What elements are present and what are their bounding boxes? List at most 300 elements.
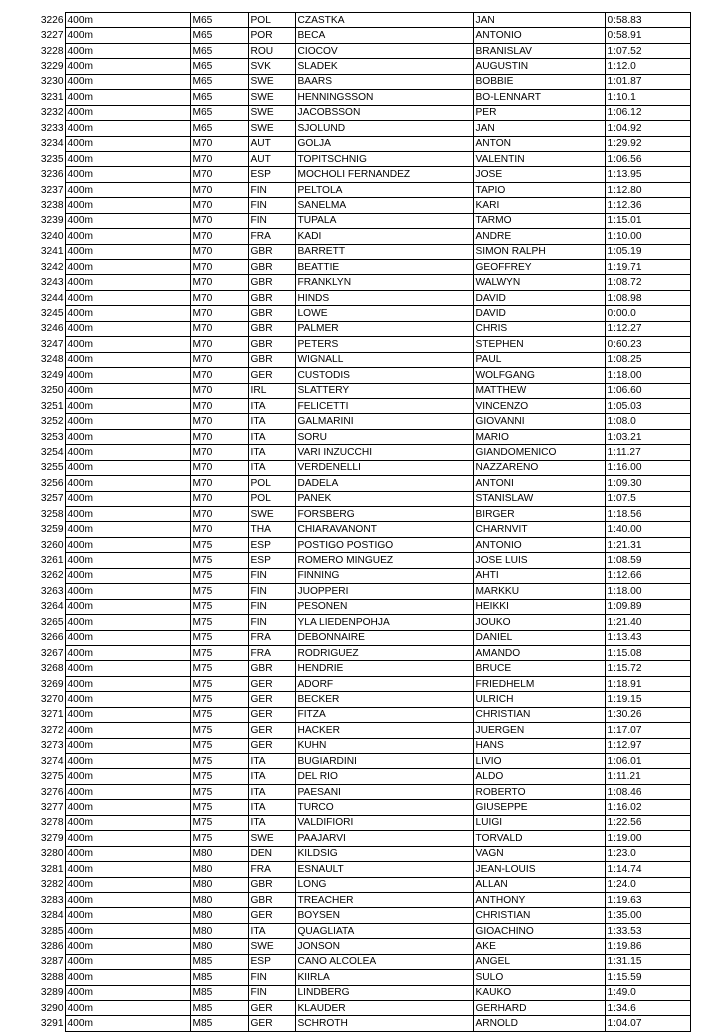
age-group-cell: M70 (190, 476, 248, 491)
time-cell: 1:08.46 (605, 784, 690, 799)
country-cell: GBR (248, 661, 295, 676)
first-name-cell: GIOACHINO (473, 923, 605, 938)
country-cell: AUT (248, 136, 295, 151)
surname-cell: SJOLUND (295, 121, 473, 136)
first-name-cell: PER (473, 105, 605, 120)
first-name-cell: AHTI (473, 568, 605, 583)
row-number: 3258 (36, 507, 65, 522)
row-number: 3284 (36, 908, 65, 923)
event-cell: 400m (65, 198, 190, 213)
event-cell: 400m (65, 676, 190, 691)
first-name-cell: AKE (473, 939, 605, 954)
event-cell: 400m (65, 43, 190, 58)
surname-cell: KADI (295, 229, 473, 244)
event-cell: 400m (65, 661, 190, 676)
country-cell: ITA (248, 769, 295, 784)
time-cell: 1:21.31 (605, 537, 690, 552)
row-number: 3245 (36, 306, 65, 321)
age-group-cell: M70 (190, 337, 248, 352)
event-cell: 400m (65, 985, 190, 1000)
event-cell: 400m (65, 862, 190, 877)
row-number: 3251 (36, 398, 65, 413)
first-name-cell: ALLAN (473, 877, 605, 892)
age-group-cell: M65 (190, 121, 248, 136)
surname-cell: FELICETTI (295, 398, 473, 413)
surname-cell: SCHROTH (295, 1016, 473, 1031)
first-name-cell: CHRISTIAN (473, 707, 605, 722)
table-row (36, 615, 690, 630)
country-cell: POL (248, 13, 295, 28)
surname-cell: POSTIGO POSTIGO (295, 537, 473, 552)
event-cell: 400m (65, 213, 190, 228)
event-cell: 400m (65, 13, 190, 28)
first-name-cell: MATTHEW (473, 383, 605, 398)
surname-cell: ESNAULT (295, 862, 473, 877)
event-cell: 400m (65, 970, 190, 985)
surname-cell: CZASTKA (295, 13, 473, 28)
time-cell: 1:31.15 (605, 954, 690, 969)
table-row (36, 676, 690, 691)
row-number: 3262 (36, 568, 65, 583)
table-row (36, 337, 690, 352)
time-cell: 1:23.0 (605, 846, 690, 861)
time-cell: 1:40.00 (605, 522, 690, 537)
row-number: 3256 (36, 476, 65, 491)
surname-cell: ROMERO MINGUEZ (295, 553, 473, 568)
table-row (36, 1001, 690, 1016)
surname-cell: CANO ALCOLEA (295, 954, 473, 969)
surname-cell: CHIARAVANONT (295, 522, 473, 537)
row-number: 3250 (36, 383, 65, 398)
event-cell: 400m (65, 121, 190, 136)
age-group-cell: M75 (190, 815, 248, 830)
row-number: 3277 (36, 800, 65, 815)
country-cell: FIN (248, 182, 295, 197)
event-cell: 400m (65, 892, 190, 907)
country-cell: THA (248, 522, 295, 537)
country-cell: POL (248, 491, 295, 506)
country-cell: GER (248, 707, 295, 722)
surname-cell: BUGIARDINI (295, 754, 473, 769)
country-cell: ITA (248, 445, 295, 460)
surname-cell: VERDENELLI (295, 460, 473, 475)
first-name-cell: ULRICH (473, 692, 605, 707)
event-cell: 400m (65, 74, 190, 89)
table-row (36, 229, 690, 244)
event-cell: 400m (65, 800, 190, 815)
table-row (36, 43, 690, 58)
row-number: 3254 (36, 445, 65, 460)
first-name-cell: HANS (473, 738, 605, 753)
table-row (36, 213, 690, 228)
age-group-cell: M85 (190, 1016, 248, 1031)
table-row (36, 28, 690, 43)
surname-cell: SORU (295, 429, 473, 444)
age-group-cell: M75 (190, 800, 248, 815)
table-row (36, 445, 690, 460)
surname-cell: TURCO (295, 800, 473, 815)
age-group-cell: M75 (190, 831, 248, 846)
age-group-cell: M75 (190, 723, 248, 738)
age-group-cell: M70 (190, 398, 248, 413)
age-group-cell: M65 (190, 74, 248, 89)
event-cell: 400m (65, 260, 190, 275)
table-row (36, 429, 690, 444)
first-name-cell: BOBBIE (473, 74, 605, 89)
surname-cell: KLAUDER (295, 1001, 473, 1016)
time-cell: 1:13.95 (605, 167, 690, 182)
country-cell: FIN (248, 568, 295, 583)
time-cell: 1:09.30 (605, 476, 690, 491)
time-cell: 1:33.53 (605, 923, 690, 938)
row-number: 3244 (36, 290, 65, 305)
surname-cell: JACOBSSON (295, 105, 473, 120)
row-number: 3287 (36, 954, 65, 969)
event-cell: 400m (65, 105, 190, 120)
surname-cell: JONSON (295, 939, 473, 954)
surname-cell: CIOCOV (295, 43, 473, 58)
country-cell: FRA (248, 862, 295, 877)
country-cell: GBR (248, 275, 295, 290)
country-cell: GER (248, 738, 295, 753)
first-name-cell: GERHARD (473, 1001, 605, 1016)
first-name-cell: CHARNVIT (473, 522, 605, 537)
time-cell: 1:04.07 (605, 1016, 690, 1031)
age-group-cell: M80 (190, 923, 248, 938)
event-cell: 400m (65, 290, 190, 305)
time-cell: 1:01.87 (605, 74, 690, 89)
table-row (36, 198, 690, 213)
row-number: 3291 (36, 1016, 65, 1031)
first-name-cell: MARKKU (473, 584, 605, 599)
country-cell: POR (248, 28, 295, 43)
country-cell: GER (248, 368, 295, 383)
event-cell: 400m (65, 182, 190, 197)
first-name-cell: ANTON (473, 136, 605, 151)
country-cell: GBR (248, 877, 295, 892)
surname-cell: FINNING (295, 568, 473, 583)
age-group-cell: M70 (190, 167, 248, 182)
country-cell: GBR (248, 244, 295, 259)
surname-cell: WIGNALL (295, 352, 473, 367)
first-name-cell: NAZZARENO (473, 460, 605, 475)
surname-cell: JUOPPERI (295, 584, 473, 599)
first-name-cell: VINCENZO (473, 398, 605, 413)
event-cell: 400m (65, 1016, 190, 1031)
row-number: 3280 (36, 846, 65, 861)
event-cell: 400m (65, 877, 190, 892)
event-cell: 400m (65, 368, 190, 383)
country-cell: FRA (248, 645, 295, 660)
age-group-cell: M80 (190, 939, 248, 954)
age-group-cell: M75 (190, 676, 248, 691)
row-number: 3260 (36, 537, 65, 552)
country-cell: SWE (248, 105, 295, 120)
row-number: 3265 (36, 615, 65, 630)
event-cell: 400m (65, 59, 190, 74)
time-cell: 1:14.74 (605, 862, 690, 877)
surname-cell: PESONEN (295, 599, 473, 614)
table-row (36, 892, 690, 907)
age-group-cell: M75 (190, 630, 248, 645)
surname-cell: RODRIGUEZ (295, 645, 473, 660)
event-cell: 400m (65, 723, 190, 738)
row-number: 3228 (36, 43, 65, 58)
row-number: 3235 (36, 151, 65, 166)
event-cell: 400m (65, 352, 190, 367)
event-cell: 400m (65, 28, 190, 43)
table-row (36, 923, 690, 938)
surname-cell: YLA LIEDENPOHJA (295, 615, 473, 630)
country-cell: GER (248, 1001, 295, 1016)
age-group-cell: M65 (190, 13, 248, 28)
event-cell: 400m (65, 815, 190, 830)
age-group-cell: M65 (190, 59, 248, 74)
age-group-cell: M70 (190, 275, 248, 290)
age-group-cell: M65 (190, 90, 248, 105)
time-cell: 1:07.5 (605, 491, 690, 506)
table-row (36, 970, 690, 985)
table-row (36, 939, 690, 954)
event-cell: 400m (65, 599, 190, 614)
time-cell: 0:60.23 (605, 337, 690, 352)
first-name-cell: HEIKKI (473, 599, 605, 614)
time-cell: 1:16.02 (605, 800, 690, 815)
surname-cell: DEL RIO (295, 769, 473, 784)
event-cell: 400m (65, 398, 190, 413)
event-cell: 400m (65, 784, 190, 799)
table-row (36, 321, 690, 336)
event-cell: 400m (65, 738, 190, 753)
first-name-cell: TARMO (473, 213, 605, 228)
first-name-cell: ANTONIO (473, 537, 605, 552)
country-cell: ITA (248, 460, 295, 475)
first-name-cell: VAGN (473, 846, 605, 861)
first-name-cell: JUERGEN (473, 723, 605, 738)
row-number: 3269 (36, 676, 65, 691)
table-row (36, 275, 690, 290)
country-cell: ITA (248, 754, 295, 769)
event-cell: 400m (65, 754, 190, 769)
first-name-cell: CHRIS (473, 321, 605, 336)
age-group-cell: M80 (190, 892, 248, 907)
table-row (36, 167, 690, 182)
row-number: 3270 (36, 692, 65, 707)
time-cell: 1:05.19 (605, 244, 690, 259)
first-name-cell: GIOVANNI (473, 414, 605, 429)
time-cell: 1:15.72 (605, 661, 690, 676)
first-name-cell: SULO (473, 970, 605, 985)
first-name-cell: PAUL (473, 352, 605, 367)
country-cell: ITA (248, 429, 295, 444)
row-number: 3238 (36, 198, 65, 213)
first-name-cell: KARI (473, 198, 605, 213)
event-cell: 400m (65, 383, 190, 398)
table-row (36, 105, 690, 120)
surname-cell: PETERS (295, 337, 473, 352)
country-cell: AUT (248, 151, 295, 166)
event-cell: 400m (65, 630, 190, 645)
first-name-cell: LIVIO (473, 754, 605, 769)
surname-cell: VARI INZUCCHI (295, 445, 473, 460)
surname-cell: KIIRLA (295, 970, 473, 985)
country-cell: FIN (248, 584, 295, 599)
time-cell: 1:06.60 (605, 383, 690, 398)
table-row (36, 630, 690, 645)
time-cell: 1:08.72 (605, 275, 690, 290)
age-group-cell: M70 (190, 244, 248, 259)
surname-cell: DADELA (295, 476, 473, 491)
table-row (36, 260, 690, 275)
surname-cell: TUPALA (295, 213, 473, 228)
event-cell: 400m (65, 846, 190, 861)
table-row (36, 985, 690, 1000)
event-cell: 400m (65, 692, 190, 707)
surname-cell: LONG (295, 877, 473, 892)
time-cell: 1:34.6 (605, 1001, 690, 1016)
event-cell: 400m (65, 769, 190, 784)
time-cell: 1:18.00 (605, 584, 690, 599)
time-cell: 1:12.66 (605, 568, 690, 583)
first-name-cell: JOUKO (473, 615, 605, 630)
table-row (36, 522, 690, 537)
table-row (36, 862, 690, 877)
country-cell: SWE (248, 90, 295, 105)
table-row (36, 74, 690, 89)
age-group-cell: M80 (190, 846, 248, 861)
event-cell: 400m (65, 939, 190, 954)
event-cell: 400m (65, 414, 190, 429)
age-group-cell: M70 (190, 213, 248, 228)
country-cell: ITA (248, 398, 295, 413)
row-number: 3281 (36, 862, 65, 877)
age-group-cell: M70 (190, 383, 248, 398)
row-number: 3290 (36, 1001, 65, 1016)
event-cell: 400m (65, 151, 190, 166)
age-group-cell: M70 (190, 414, 248, 429)
table-row (36, 244, 690, 259)
country-cell: ESP (248, 167, 295, 182)
time-cell: 1:30.26 (605, 707, 690, 722)
surname-cell: FITZA (295, 707, 473, 722)
table-row (36, 306, 690, 321)
country-cell: SWE (248, 831, 295, 846)
surname-cell: TOPITSCHNIG (295, 151, 473, 166)
age-group-cell: M70 (190, 182, 248, 197)
surname-cell: SLADEK (295, 59, 473, 74)
table-row (36, 707, 690, 722)
first-name-cell: ARNOLD (473, 1016, 605, 1031)
surname-cell: ADORF (295, 676, 473, 691)
row-number: 3272 (36, 723, 65, 738)
table-row (36, 59, 690, 74)
event-cell: 400m (65, 460, 190, 475)
age-group-cell: M80 (190, 908, 248, 923)
event-cell: 400m (65, 707, 190, 722)
age-group-cell: M70 (190, 136, 248, 151)
row-number: 3268 (36, 661, 65, 676)
first-name-cell: ANTHONY (473, 892, 605, 907)
age-group-cell: M70 (190, 460, 248, 475)
row-number: 3267 (36, 645, 65, 660)
row-number: 3266 (36, 630, 65, 645)
event-cell: 400m (65, 337, 190, 352)
row-number: 3278 (36, 815, 65, 830)
surname-cell: PALMER (295, 321, 473, 336)
age-group-cell: M70 (190, 290, 248, 305)
event-cell: 400m (65, 954, 190, 969)
age-group-cell: M65 (190, 43, 248, 58)
table-row (36, 599, 690, 614)
row-number: 3274 (36, 754, 65, 769)
first-name-cell: BRUCE (473, 661, 605, 676)
table-row (36, 769, 690, 784)
first-name-cell: GIUSEPPE (473, 800, 605, 815)
surname-cell: HINDS (295, 290, 473, 305)
row-number: 3271 (36, 707, 65, 722)
surname-cell: HENDRIE (295, 661, 473, 676)
first-name-cell: KAUKO (473, 985, 605, 1000)
time-cell: 1:18.56 (605, 507, 690, 522)
row-number: 3261 (36, 553, 65, 568)
surname-cell: BAARS (295, 74, 473, 89)
table-row (36, 815, 690, 830)
age-group-cell: M65 (190, 105, 248, 120)
time-cell: 1:19.86 (605, 939, 690, 954)
event-cell: 400m (65, 167, 190, 182)
age-group-cell: M70 (190, 507, 248, 522)
first-name-cell: AUGUSTIN (473, 59, 605, 74)
event-cell: 400m (65, 445, 190, 460)
table-row (36, 136, 690, 151)
surname-cell: PAAJARVI (295, 831, 473, 846)
time-cell: 1:12.27 (605, 321, 690, 336)
table-row (36, 352, 690, 367)
country-cell: GER (248, 1016, 295, 1031)
age-group-cell: M70 (190, 352, 248, 367)
time-cell: 1:12.97 (605, 738, 690, 753)
country-cell: GER (248, 692, 295, 707)
age-group-cell: M65 (190, 28, 248, 43)
country-cell: FIN (248, 615, 295, 630)
row-number: 3289 (36, 985, 65, 1000)
country-cell: SWE (248, 121, 295, 136)
row-number: 3285 (36, 923, 65, 938)
time-cell: 1:15.08 (605, 645, 690, 660)
row-number: 3239 (36, 213, 65, 228)
table-row (36, 784, 690, 799)
event-cell: 400m (65, 321, 190, 336)
time-cell: 1:29.92 (605, 136, 690, 151)
table-row (36, 383, 690, 398)
surname-cell: SLATTERY (295, 383, 473, 398)
table-row (36, 90, 690, 105)
time-cell: 1:15.59 (605, 970, 690, 985)
country-cell: GER (248, 676, 295, 691)
surname-cell: VALDIFIORI (295, 815, 473, 830)
time-cell: 1:21.40 (605, 615, 690, 630)
country-cell: GBR (248, 260, 295, 275)
table-row (36, 645, 690, 660)
time-cell: 1:10.00 (605, 229, 690, 244)
first-name-cell: GIANDOMENICO (473, 445, 605, 460)
table-row (36, 414, 690, 429)
row-number: 3231 (36, 90, 65, 105)
event-cell: 400m (65, 507, 190, 522)
table-row (36, 692, 690, 707)
age-group-cell: M75 (190, 584, 248, 599)
age-group-cell: M70 (190, 198, 248, 213)
